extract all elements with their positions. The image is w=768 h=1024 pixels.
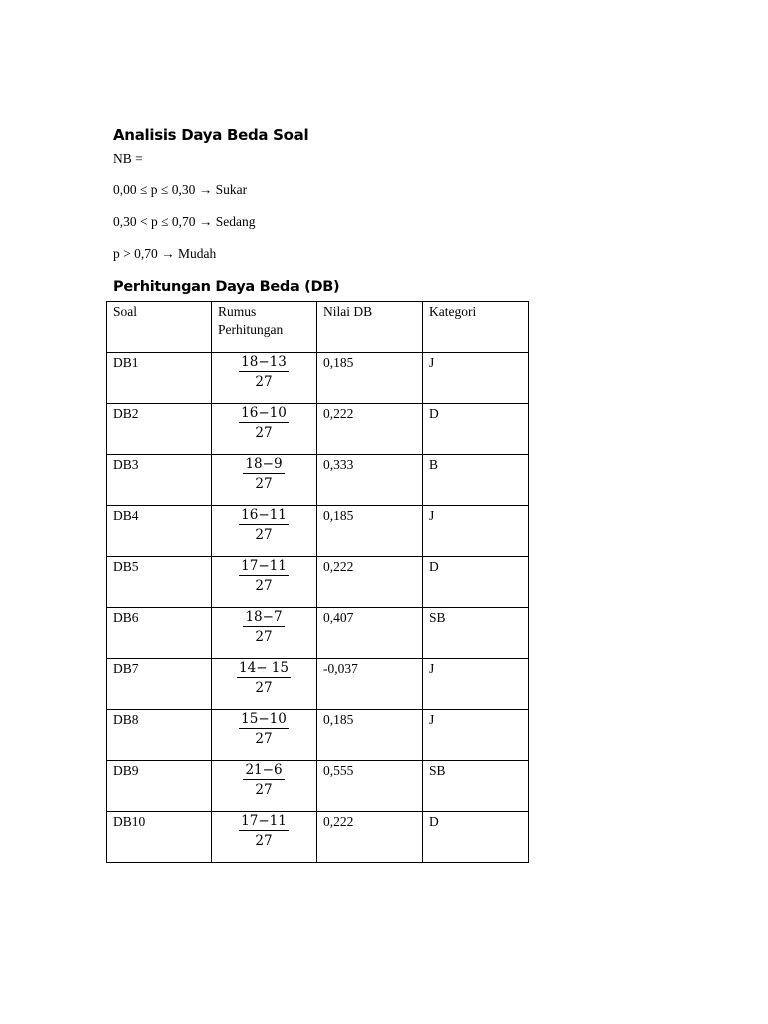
header-rumus-perhitungan: Rumus Perhitungan bbox=[212, 302, 317, 353]
cell-nilai-db: 0,222 bbox=[317, 557, 423, 608]
fraction-numerator: 18−13 bbox=[241, 354, 287, 370]
cell-soal: DB7 bbox=[107, 659, 212, 710]
cell-rumus bbox=[212, 506, 317, 557]
cell-rumus bbox=[212, 353, 317, 404]
fraction-denominator: 27 bbox=[255, 629, 273, 645]
cell-rumus bbox=[212, 404, 317, 455]
cell-nilai-db: 0,555 bbox=[317, 761, 423, 812]
nb-line: NB = bbox=[113, 151, 143, 166]
fraction-numerator: 14− 15 bbox=[239, 660, 289, 676]
fraction-formula bbox=[239, 711, 289, 747]
table-row bbox=[107, 353, 529, 404]
cell-nilai-db: 0,185 bbox=[317, 710, 423, 761]
cell-kategori: SB bbox=[423, 608, 529, 659]
cell-kategori: SB bbox=[423, 761, 529, 812]
fraction-numerator: 18−7 bbox=[245, 609, 283, 625]
section-title: Perhitungan Daya Beda (DB) bbox=[113, 279, 340, 295]
cell-kategori: D bbox=[423, 404, 529, 455]
header-soal: Soal bbox=[107, 302, 212, 353]
table-body bbox=[107, 302, 529, 863]
fraction-formula bbox=[243, 609, 284, 645]
cell-nilai-db: 0,185 bbox=[317, 506, 423, 557]
cell-rumus bbox=[212, 455, 317, 506]
cell-soal: DB4 bbox=[107, 506, 212, 557]
fraction-formula bbox=[243, 762, 284, 798]
fraction-numerator: 17−11 bbox=[241, 813, 287, 829]
table-header-row bbox=[107, 302, 529, 353]
cell-nilai-db: 0,185 bbox=[317, 353, 423, 404]
cell-kategori: J bbox=[423, 353, 529, 404]
cell-rumus bbox=[212, 710, 317, 761]
fraction-numerator: 18−9 bbox=[245, 456, 283, 472]
cell-rumus bbox=[212, 557, 317, 608]
cell-soal: DB1 bbox=[107, 353, 212, 404]
cell-soal: DB2 bbox=[107, 404, 212, 455]
fraction-denominator: 27 bbox=[255, 527, 273, 543]
daya-beda-table bbox=[106, 301, 529, 863]
cell-soal: DB8 bbox=[107, 710, 212, 761]
cell-rumus bbox=[212, 812, 317, 863]
fraction-denominator: 27 bbox=[255, 680, 273, 696]
table-row bbox=[107, 506, 529, 557]
table-row bbox=[107, 608, 529, 659]
fraction-formula bbox=[239, 813, 289, 849]
fraction-formula bbox=[239, 507, 289, 543]
fraction-formula bbox=[237, 660, 291, 696]
cell-soal: DB10 bbox=[107, 812, 212, 863]
fraction-denominator: 27 bbox=[255, 833, 273, 849]
fraction-numerator: 21−6 bbox=[245, 762, 283, 778]
cell-kategori: D bbox=[423, 812, 529, 863]
cell-soal: DB3 bbox=[107, 455, 212, 506]
cell-rumus bbox=[212, 659, 317, 710]
fraction-denominator: 27 bbox=[255, 731, 273, 747]
cell-rumus bbox=[212, 608, 317, 659]
cell-soal: DB5 bbox=[107, 557, 212, 608]
cell-kategori: J bbox=[423, 659, 529, 710]
document-title: Analisis Daya Beda Soal bbox=[113, 126, 309, 144]
fraction-denominator: 27 bbox=[255, 374, 273, 390]
cell-kategori: D bbox=[423, 557, 529, 608]
cell-nilai-db: 0,333 bbox=[317, 455, 423, 506]
cell-nilai-db: 0,222 bbox=[317, 404, 423, 455]
cell-kategori: B bbox=[423, 455, 529, 506]
fraction-numerator: 15−10 bbox=[241, 711, 287, 727]
fraction-denominator: 27 bbox=[255, 425, 273, 441]
table-row bbox=[107, 659, 529, 710]
cell-nilai-db: -0,037 bbox=[317, 659, 423, 710]
table-row bbox=[107, 710, 529, 761]
cell-kategori: J bbox=[423, 710, 529, 761]
header-kategori: Kategori bbox=[423, 302, 529, 353]
table-row bbox=[107, 404, 529, 455]
table-row bbox=[107, 761, 529, 812]
table-row bbox=[107, 557, 529, 608]
fraction-denominator: 27 bbox=[255, 578, 273, 594]
fraction-formula bbox=[239, 405, 289, 441]
cell-nilai-db: 0,222 bbox=[317, 812, 423, 863]
fraction-numerator: 16−10 bbox=[241, 405, 287, 421]
header-nilai-db: Nilai DB bbox=[317, 302, 423, 353]
fraction-denominator: 27 bbox=[255, 476, 273, 492]
fraction-formula bbox=[239, 558, 289, 594]
fraction-formula bbox=[239, 354, 289, 390]
cell-kategori: J bbox=[423, 506, 529, 557]
cell-rumus bbox=[212, 761, 317, 812]
table-row bbox=[107, 455, 529, 506]
criteria-mudah: p > 0,70 → Mudah bbox=[113, 246, 217, 261]
cell-nilai-db: 0,407 bbox=[317, 608, 423, 659]
criteria-sukar: 0,00 ≤ p ≤ 0,30 → Sukar bbox=[113, 182, 248, 197]
fraction-formula bbox=[243, 456, 284, 492]
table-row bbox=[107, 812, 529, 863]
cell-soal: DB6 bbox=[107, 608, 212, 659]
fraction-numerator: 17−11 bbox=[241, 558, 287, 574]
criteria-sedang: 0,30 < p ≤ 0,70 → Sedang bbox=[113, 214, 256, 229]
fraction-denominator: 27 bbox=[255, 782, 273, 798]
fraction-numerator: 16−11 bbox=[241, 507, 287, 523]
cell-soal: DB9 bbox=[107, 761, 212, 812]
